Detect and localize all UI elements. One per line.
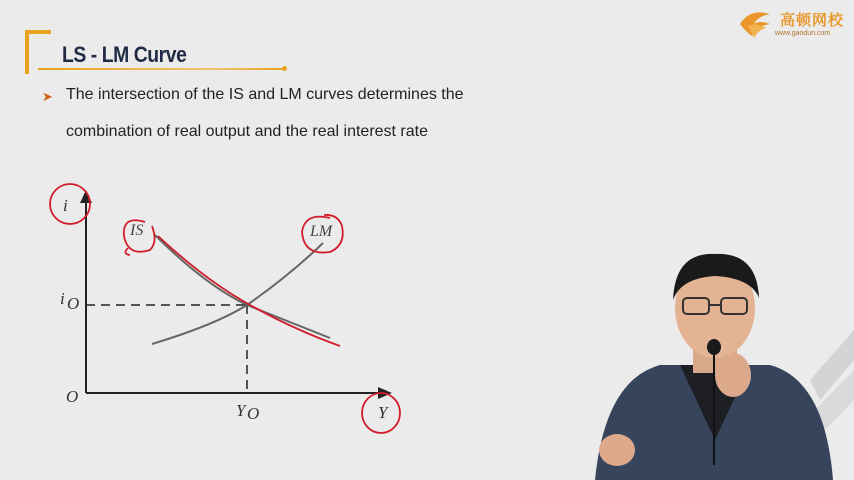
logo-brand-text: 高顿网校 [780,12,845,29]
bullet-arrow-icon: ➤ [42,89,53,104]
annotation-circle-i [50,184,90,224]
lm-curve-label: LM [310,223,333,240]
slide-title: LS - LM Curve [62,42,187,67]
origin-label: O [66,387,79,406]
presenter-video [575,250,854,480]
equilibrium-output-label: Y [236,401,246,420]
equilibrium-interest-subscript: O [67,294,80,313]
is-curve-label: IS [130,222,144,239]
equilibrium-interest-label: i [60,289,65,308]
bullet-text-line-1: The intersection of the IS and LM curves determines the [66,86,464,103]
equilibrium-output-subscript: O [247,404,260,423]
y-axis-label: i [63,196,68,215]
logo-url-text: www.gaodun.com [775,30,831,37]
red-annotations [50,184,400,433]
is-curve [155,235,330,338]
bullet-text-line-2: combination of real output and the real interest rate [66,123,428,140]
x-axis-label: Y [378,403,388,422]
